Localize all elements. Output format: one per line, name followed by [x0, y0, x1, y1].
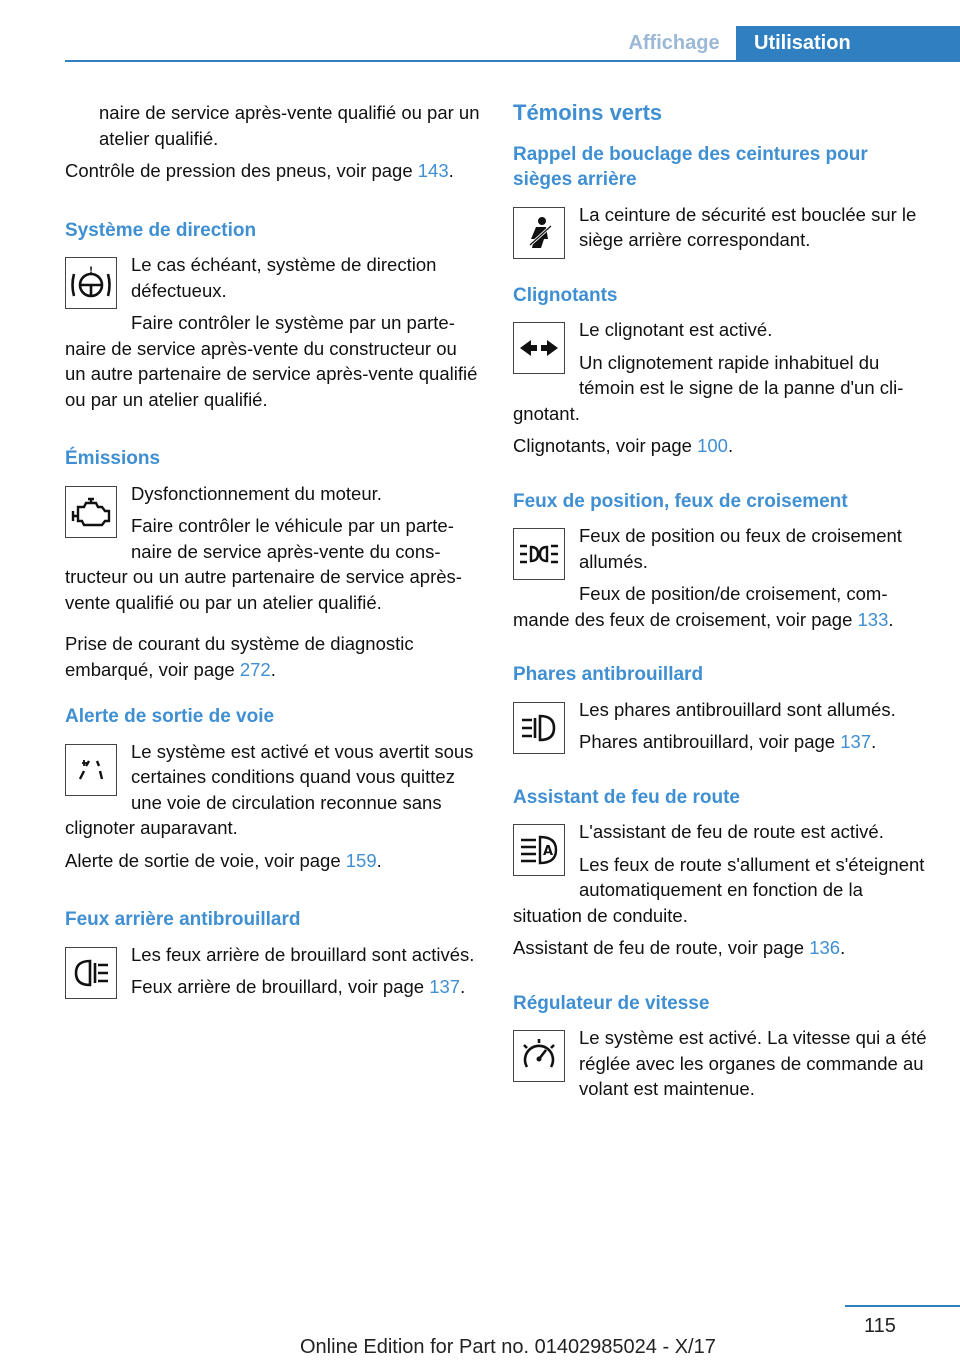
- rear-fog-light-icon: [65, 947, 117, 999]
- page-link-143[interactable]: 143: [417, 160, 449, 181]
- page-link-136[interactable]: 136: [809, 937, 841, 958]
- entry-steering: ! Le cas échéant, système de direction défectueux. Faire contrôler le système par un partenaire de service après-vente du constructeur ou un autre partenaire de service après-vente qualifié ou par un atelier qualifié.: [65, 254, 478, 410]
- page-link-100[interactable]: 100: [697, 435, 728, 456]
- entry-turn-signals: Le clignotant est activé. Un clignotement rapide inhabituel du témoin est le signe de la panne d'un clignotant.: [513, 319, 904, 424]
- right-column: [513, 100, 928, 1109]
- heading-cruise-control: Régulateur de vitesse: [513, 992, 710, 1014]
- continued-text: naire de service après-vente qualifié ou par un atelier qualifié.: [99, 102, 480, 149]
- page-link-159[interactable]: 159: [345, 849, 377, 871]
- entry-front-fog: Les phares antibrouillard sont allumés. Phares antibrouillard, voir page 137.: [513, 697, 928, 755]
- heading-turn-signals: Clignotants: [513, 284, 618, 306]
- entry-seatbelt: La ceinture de sécurité est bouclée sur le siège arrière correspondant.: [513, 202, 928, 253]
- svg-text:!: !: [88, 266, 94, 276]
- entry-rear-fog: Les feux arrière de brouillard sont activés.: [65, 942, 480, 968]
- rear-fog-reference: Feux arrière de brouillard, voir page 137.: [131, 976, 466, 997]
- heading-front-fog: Phares antibrouillard: [513, 664, 704, 685]
- turn-signal-arrows-icon: [513, 322, 565, 374]
- section-title-green-indicators: Témoins verts: [513, 100, 663, 125]
- lane-departure-icon: [65, 744, 117, 796]
- entry-high-beam-assistant: A L'assistant de feu de route est activé. Les feux de route s'allument et s'éteignent automatiquement en fonction de la situation de conduite.: [513, 821, 925, 926]
- heading-lane-departure: Alerte de sortie de voie: [65, 706, 275, 727]
- obd-reference: Prise de courant du système de diagnostic embarqué, voir page 272.: [65, 633, 414, 680]
- heading-low-beam: Feux de position, feux de croisement: [513, 490, 848, 512]
- parking-low-beam-icon: [513, 528, 565, 580]
- entry-lane-departure: Le système est activé et vous avertit sous certaines conditions quand vous quittez une voie de circulation reconnue sans clignoter auparavant.: [65, 740, 474, 838]
- left-column: [65, 100, 480, 1003]
- tab-utilisation[interactable]: Utilisation: [736, 26, 960, 62]
- heading-high-beam-assistant: Assistant de feu de route: [513, 786, 740, 808]
- engine-check-icon: [65, 486, 117, 538]
- tab-affichage[interactable]: Affichage: [628, 32, 720, 54]
- heading-rear-fog: Feux arrière antibrouillard: [65, 909, 301, 930]
- entry-cruise-control: Le système est activé. La vitesse qui a été réglée avec les organes de commande au volant est maintenue.: [513, 1025, 928, 1102]
- heading-seatbelt: Rappel de bouclage des ceintures pour sièges arrière: [513, 143, 868, 190]
- page-link-137-rear[interactable]: 137: [429, 976, 461, 997]
- page-link-133[interactable]: 133: [857, 608, 889, 630]
- entry-emissions: Dysfonctionnement du moteur. Faire contrôler le véhicule par un partenaire de service après-vente du constructeur ou un autre partenaire de service après-vente qualifié ou par un atelier qualifié.: [65, 482, 462, 613]
- tpms-reference: Contrôle de pression des pneus, voir page 143.: [65, 160, 454, 181]
- heading-steering: Système de direction: [65, 219, 257, 241]
- low-beam-reference: Feux de position/de croisement, commande des feux de croisement, voir page 133.: [513, 583, 894, 630]
- entry-low-beam: Feux de position ou feux de croisement allumés.: [513, 523, 928, 574]
- front-fog-light-icon: [513, 702, 565, 754]
- seatbelt-icon: [513, 207, 565, 259]
- page-link-137-front[interactable]: 137: [840, 731, 872, 752]
- high-beam-reference: Assistant de feu de route, voir page 136.: [513, 937, 846, 958]
- cruise-control-icon: [513, 1030, 565, 1082]
- page-number: 115: [864, 1315, 896, 1337]
- turn-reference: Clignotants, voir page 100.: [513, 435, 734, 456]
- high-beam-assistant-icon: [513, 824, 565, 876]
- steering-warning-icon: [65, 257, 117, 309]
- page-link-272[interactable]: 272: [239, 658, 271, 680]
- svg-text:A: A: [542, 844, 554, 859]
- footer-rule: [845, 1305, 960, 1307]
- lane-reference: Alerte de sortie de voie, voir page 159.: [65, 849, 382, 871]
- edition-footer: Online Edition for Part no. 01402985024 - X/17: [300, 1336, 716, 1358]
- heading-emissions: Émissions: [65, 448, 161, 469]
